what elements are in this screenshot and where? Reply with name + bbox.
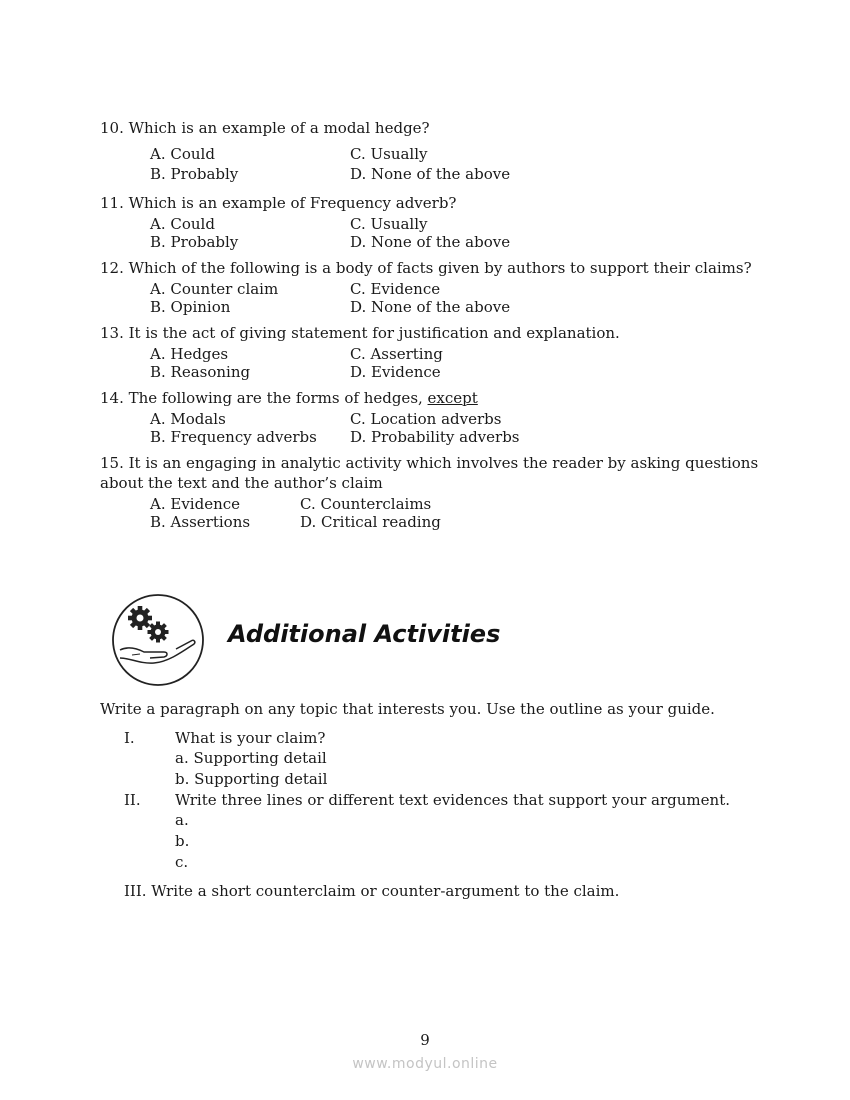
question-11: 11. Which is an example of Frequency adverb? [100,194,457,212]
option-13-a: A. Hedges [150,345,229,363]
option-10-c: C. Usually [350,145,428,163]
option-13-c: C. Asserting [350,345,443,363]
option-12-c: C. Evidence [350,280,441,298]
option-11-a: A. Could [150,215,215,233]
outline-item-2c: c. [175,853,189,871]
outline-numeral-1: I. [124,729,135,747]
option-12-b: B. Opinion [150,298,231,316]
option-14-a: A. Modals [150,410,226,428]
option-10-b: B. Probably [150,165,239,183]
option-11-b: B. Probably [150,233,239,251]
option-15-b: B. Assertions [150,513,251,531]
page-number: 9 [420,1031,430,1049]
question-15-line2: about the text and the author’s claim [100,474,383,492]
option-13-b: B. Reasoning [150,363,251,381]
option-13-d: D. Evidence [350,363,441,381]
outline-item-1: What is your claim? [175,729,326,747]
gears-in-hand-icon [110,592,206,688]
option-15-d: D. Critical reading [300,513,441,531]
watermark: www.modyul.online [352,1056,498,1072]
outline-item-2b: b. [175,832,190,850]
outline-item-2a: a. [175,811,189,829]
question-15-line1: 15. It is an engaging in analytic activity which involves the reader by asking questions [100,454,759,472]
question-13: 13. It is the act of giving statement for justification and explanation. [100,324,620,342]
question-12: 12. Which of the following is a body of facts given by authors to support their claims? [100,259,752,277]
outline-item-1b: b. Supporting detail [175,770,328,788]
outline-item-2: Write three lines or different text evidences that support your argument. [175,791,730,809]
outline-item-1a: a. Supporting detail [175,749,327,767]
question-14 [100,389,478,407]
option-14-c: C. Location adverbs [350,410,502,428]
option-10-a: A. Could [150,145,215,163]
option-11-c: C. Usually [350,215,428,233]
question-14-stem: 14. The following are the forms of hedges, [100,389,428,407]
option-14-b: B. Frequency adverbs [150,428,317,446]
option-12-a: A. Counter claim [150,280,279,298]
option-11-d: D. None of the above [350,233,511,251]
option-14-d: D. Probability adverbs [350,428,520,446]
activity-instruction: Write a paragraph on any topic that interests you. Use the outline as your guide. [100,700,715,718]
question-14-except: except [427,389,478,407]
option-15-a: A. Evidence [150,495,241,513]
outline-numeral-2: II. [124,791,141,809]
option-12-d: D. None of the above [350,298,511,316]
section-heading: Additional Activities [228,620,501,648]
option-10-d: D. None of the above [350,165,511,183]
outline-item-3: III. Write a short counterclaim or counter-argument to the claim. [124,882,620,900]
question-10: 10. Which is an example of a modal hedge? [100,119,430,137]
option-15-c: C. Counterclaims [300,495,432,513]
